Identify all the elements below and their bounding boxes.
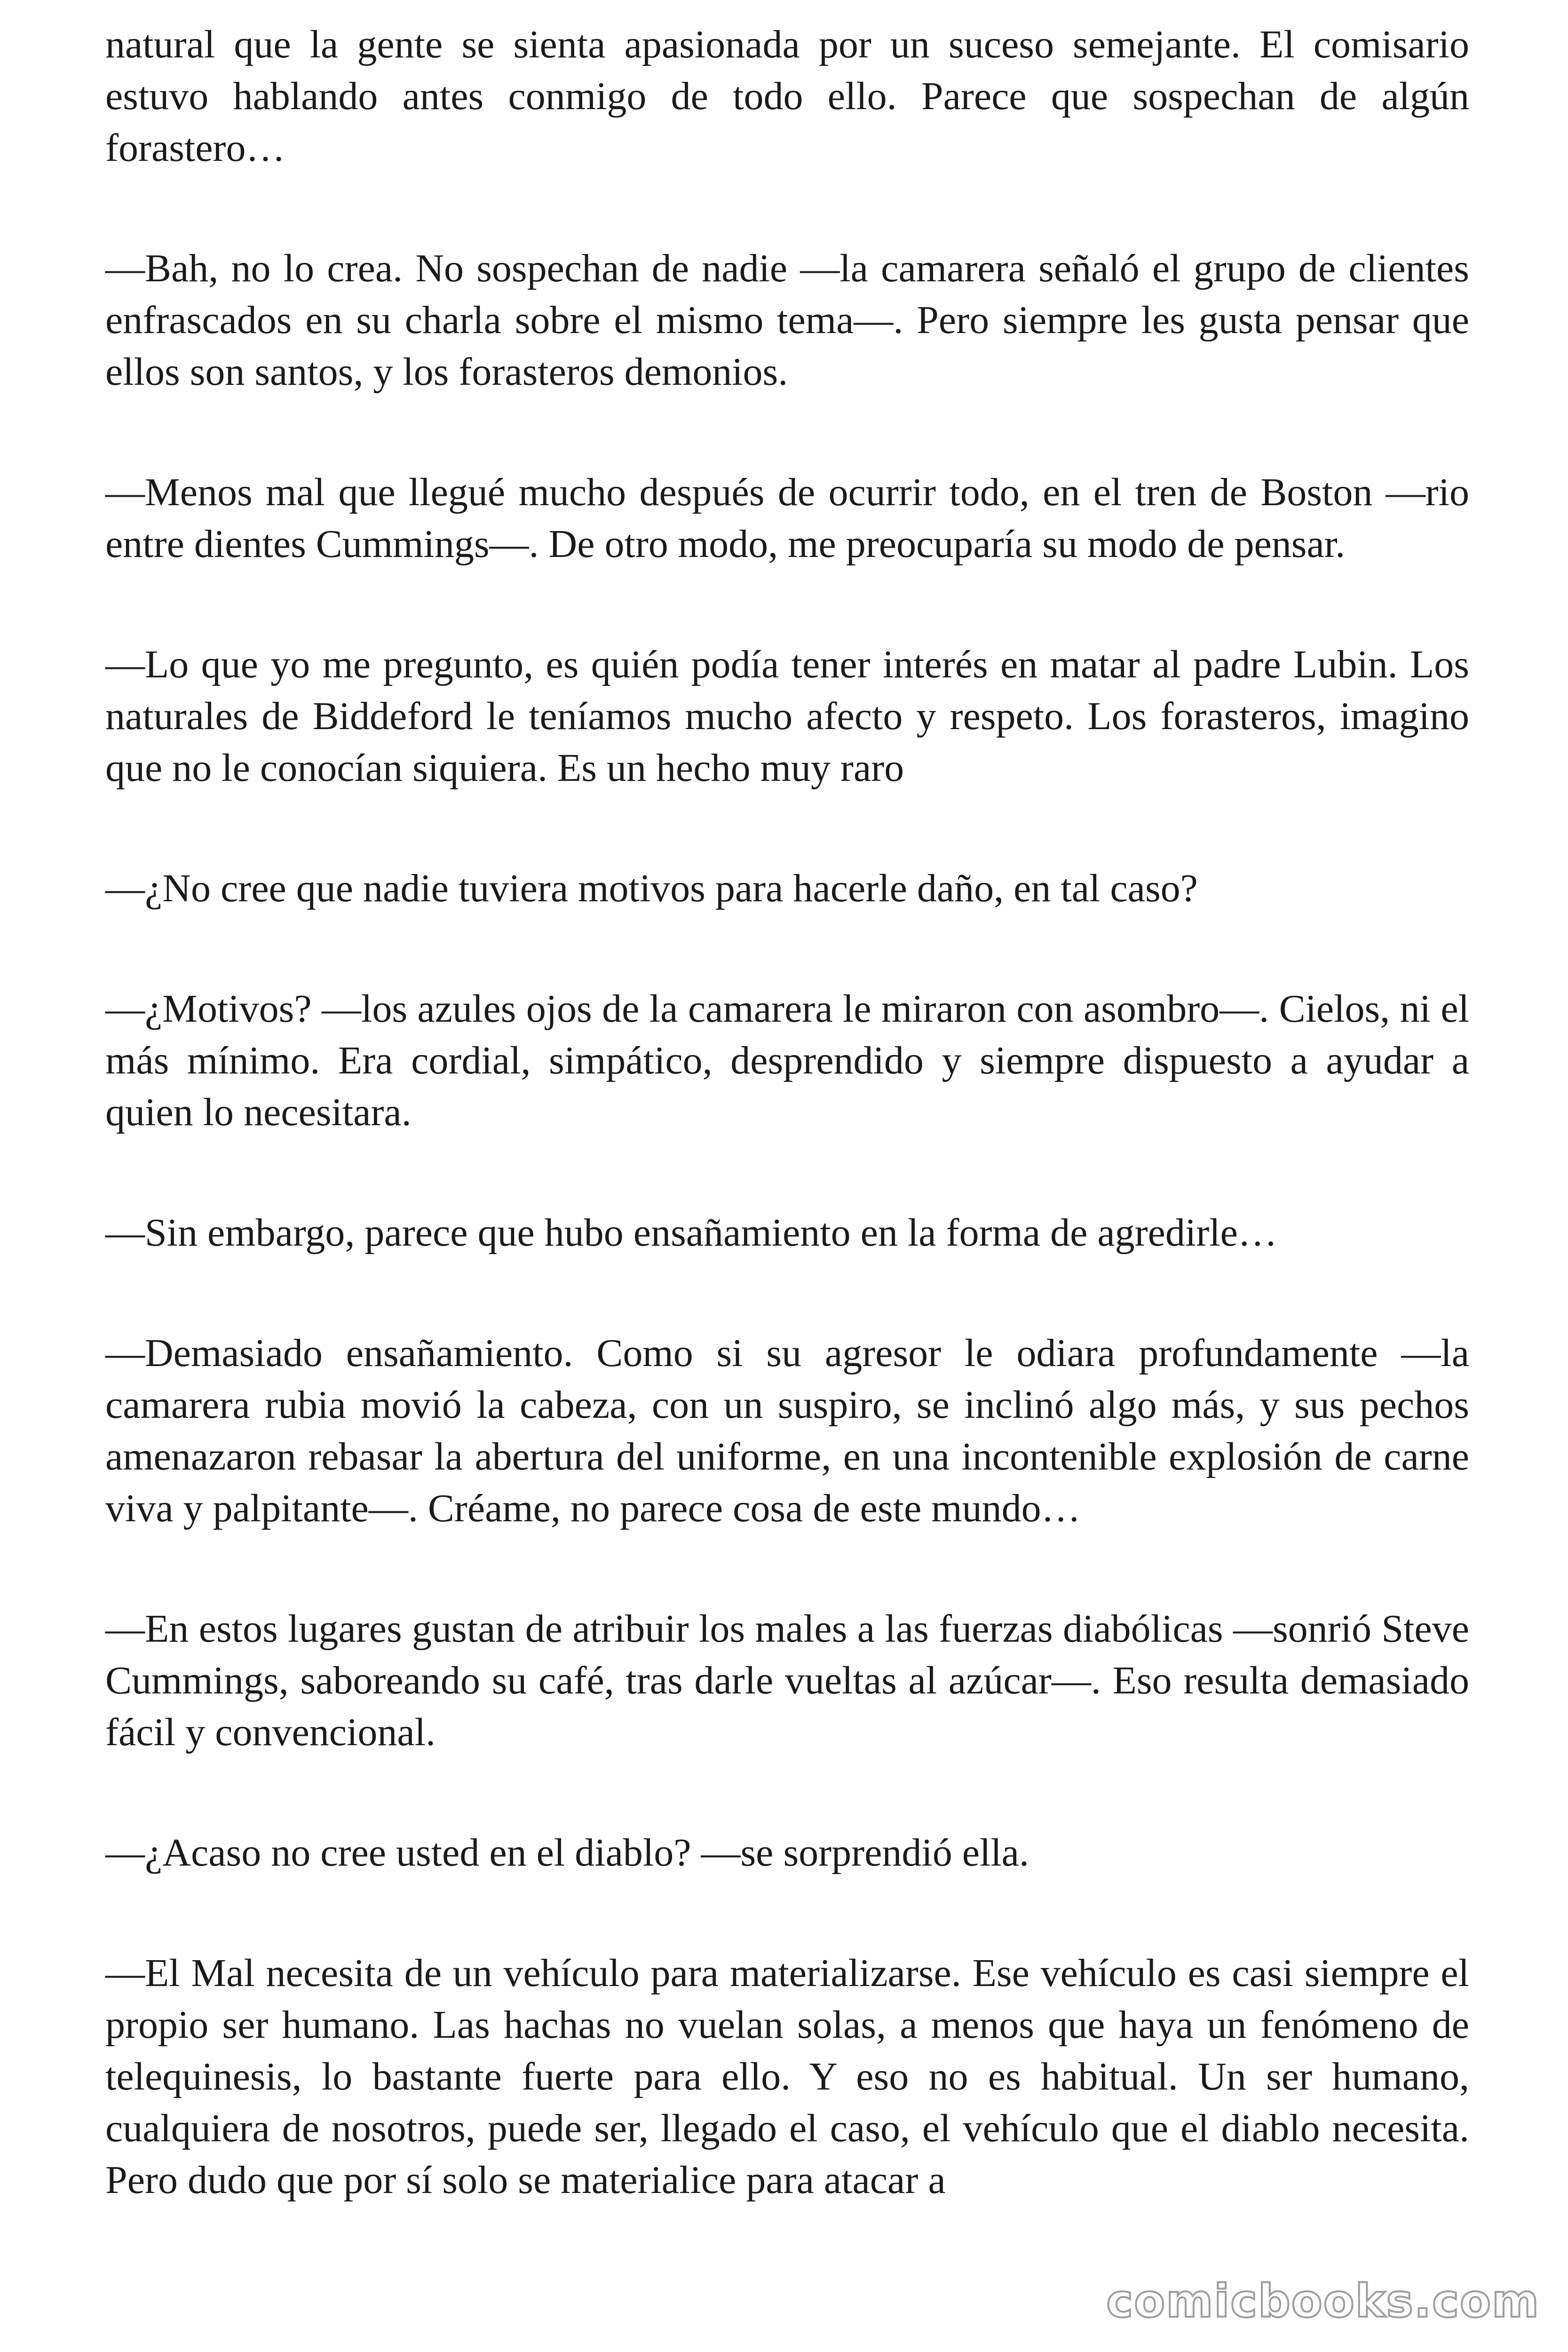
- watermark-logo: comicbooks.com: [1106, 2275, 1540, 2328]
- paragraph: —¿Acaso no cree usted en el diablo? —se sorprendió ella.: [105, 1831, 1029, 1875]
- paragraph: —Sin embargo, parece que hubo ensañamiento en la forma de agredirle…: [105, 1211, 1277, 1255]
- book-page: [105, 19, 1469, 2206]
- paragraph: —El Mal necesita de un vehículo para materializarse. Ese vehículo es casi siempre el propio ser humano. Las hachas no vuelan solas, a menos que haya un fenómeno de telequinesis, lo bastante fuerte para ello. Y eso no es habitual. Un ser humano, cualquiera de nosotros, puede ser, llegado el caso, el vehículo que el diablo necesita. Pero dudo que por sí solo se materialice para atacar a: [105, 1951, 1469, 2202]
- paragraph: —¿No cree que nadie tuviera motivos para hacerle daño, en tal caso?: [105, 866, 1198, 910]
- paragraph: —En estos lugares gustan de atribuir los males a las fuerzas diabólicas —sonrió Steve Cummings, saboreando su café, tras darle vueltas al azúcar—. Eso resulta demasiado fácil y convencional.: [105, 1607, 1469, 1754]
- paragraph: —Menos mal que llegué mucho después de ocurrir todo, en el tren de Boston —rio entre dientes Cummings—. De otro modo, me preocuparía su modo de pensar.: [105, 470, 1469, 566]
- paragraph: —¿Motivos? —los azules ojos de la camarera le miraron con asombro—. Cielos, ni el más mínimo. Era cordial, simpático, desprendido y siempre dispuesto a ayudar a quien lo necesitara.: [105, 987, 1469, 1134]
- paragraph: —Demasiado ensañamiento. Como si su agresor le odiara profundamente —la camarera rubia movió la cabeza, con un suspiro, se inclinó algo más, y sus pechos amenazaron rebasar la abertura del uniforme, en una incontenible explosión de carne viva y palpitante—. Créame, no parece cosa de este mundo…: [105, 1331, 1469, 1530]
- paragraph: natural que la gente se sienta apasionada por un suceso semejante. El comisario estuvo hablando antes conmigo de todo ello. Parece que sospechan de algún forastero…: [105, 23, 1469, 170]
- paragraph: —Bah, no lo crea. No sospechan de nadie —la camarera señaló el grupo de clientes enfrascados en su charla sobre el mismo tema—. Pero siempre les gusta pensar que ellos son santos, y los forasteros demonios.: [105, 246, 1469, 394]
- paragraph: —Lo que yo me pregunto, es quién podía tener interés en matar al padre Lubin. Los naturales de Biddeford le teníamos mucho afecto y respeto. Los forasteros, imagino que no le conocían siquiera. Es un hecho muy raro: [105, 643, 1469, 790]
